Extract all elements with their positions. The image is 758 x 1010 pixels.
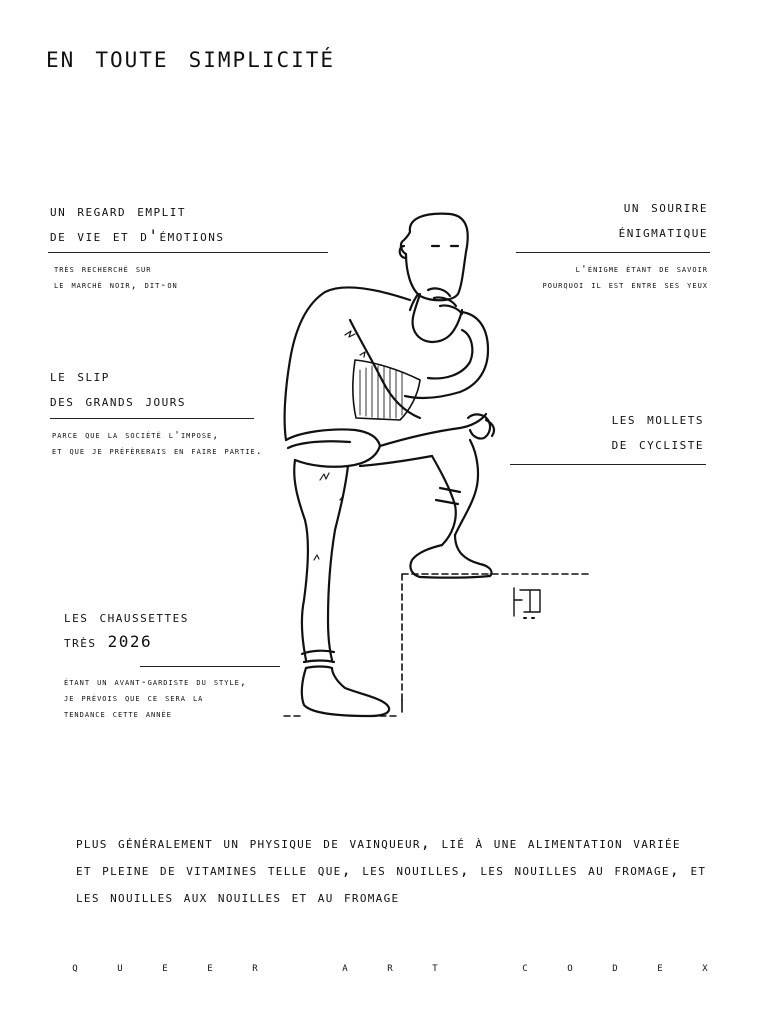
body-paragraph: plus généralement un physique de vainqueur, lié à une alimentation variée et pleine de vitamines telle que, les nouilles, les nouilles au fromage, et les nouilles aux nouilles et au fromage <box>76 834 707 906</box>
footer-letter: E <box>207 964 213 974</box>
annotation-sourire-label: un sourire énigmatique <box>618 197 708 241</box>
annotation-chaussettes-note: étant un avant-gardiste du style, je prévois que ce sera la tendance cette année <box>64 677 247 720</box>
annotation-mollets-label: les mollets de cycliste <box>611 409 704 453</box>
footer-letter: O <box>567 964 573 974</box>
annotation-slip-note: parce que la société l'impose, et que je préfèrerais en faire partie. <box>52 430 263 457</box>
annotation-slip-label: le slip des grands jours <box>50 366 186 410</box>
footer-letter: A <box>342 964 348 974</box>
annotation-regard-label: un regard emplit de vie et d'émotions <box>50 201 225 245</box>
annotation-sourire-rule <box>516 252 710 253</box>
annotation-chaussettes-rule <box>140 666 280 667</box>
annotation-regard-note: très recherché sur le marché noir, dit-on <box>54 264 178 291</box>
annotation-slip-rule <box>50 418 254 419</box>
footer-letter: E <box>657 964 663 974</box>
footer-letter: T <box>432 964 438 974</box>
footer-spacer <box>475 964 485 974</box>
footer-letter: D <box>612 964 618 974</box>
footer-letter: R <box>252 964 258 974</box>
annotation-mollets-rule <box>510 464 706 465</box>
footer-letter: Q <box>72 964 78 974</box>
footer-letter: U <box>117 964 123 974</box>
footer-letter: R <box>387 964 393 974</box>
footer-letter: E <box>162 964 168 974</box>
footer-spacer <box>295 964 305 974</box>
footer-queer-art-codex <box>70 964 710 974</box>
annotation-sourire-note: l'énigme étant de savoir pourquoi il est entre ses yeux <box>542 264 708 291</box>
footer-letter: X <box>702 964 708 974</box>
annotation-regard-rule <box>48 252 328 253</box>
footer-letter: C <box>522 964 528 974</box>
annotation-chaussettes-label: les chaussettes très 2026 <box>64 607 189 651</box>
page-title: en toute simplicité <box>46 40 336 75</box>
